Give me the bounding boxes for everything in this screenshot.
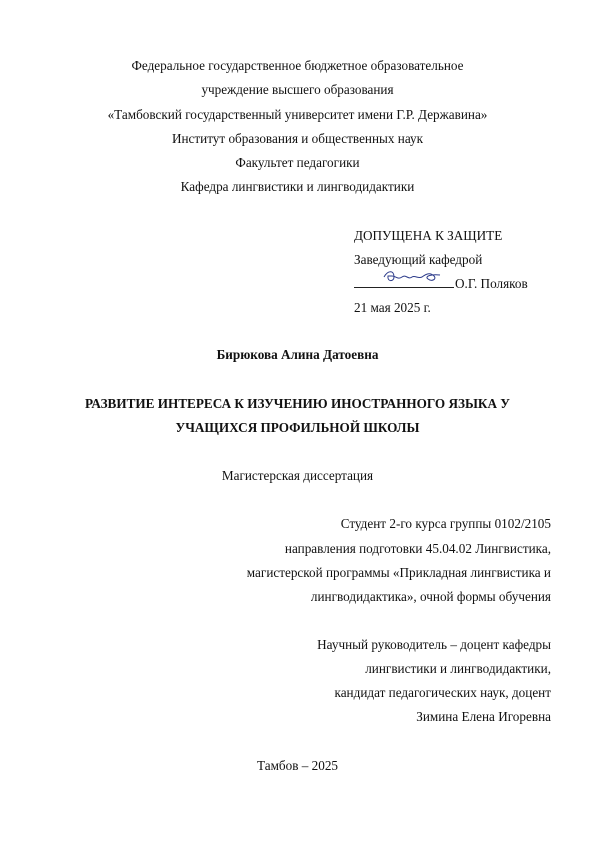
thesis-title-line-1: РАЗВИТИЕ ИНТЕРЕСА К ИЗУЧЕНИЮ ИНОСТРАННОГО ЯЗЫКА У	[85, 396, 510, 411]
student-line-form: лингводидактика», очной формы обучения	[310, 589, 551, 604]
header-line-institute: Институт образования и общественных наук	[171, 131, 424, 146]
supervisor-name: Зимина Елена Игоревна	[416, 709, 551, 724]
signature-underline	[354, 287, 454, 288]
student-line-program: магистерской программы «Прикладная лингвистика и	[246, 565, 551, 580]
header-line-faculty: Факультет педагогики	[235, 155, 360, 170]
work-type: Магистерская диссертация	[221, 468, 374, 483]
signature-field	[354, 268, 454, 288]
thesis-title-line-2: УЧАЩИХСЯ ПРОФИЛЬНОЙ ШКОЛЫ	[175, 420, 420, 435]
supervisor-line-degree: кандидат педагогических наук, доцент	[334, 685, 551, 700]
student-line-direction: направления подготовки 45.04.02 Лингвистика,	[284, 541, 551, 556]
footer-city-year: Тамбов – 2025	[256, 758, 339, 773]
approval-role: Заведующий кафедрой	[354, 252, 483, 267]
header-line-department: Кафедра лингвистики и лингводидактики	[180, 179, 415, 194]
supervisor-line-department: лингвистики и лингводидактики,	[365, 661, 551, 676]
header-line-ministry: Федеральное государственное бюджетное образовательное	[131, 58, 464, 73]
approval-date: 21 мая 2025 г.	[354, 300, 431, 315]
header-line-university: «Тамбовский государственный университет имени Г.Р. Державина»	[107, 107, 488, 122]
header-line-institution-type: учреждение высшего образования	[201, 82, 394, 97]
supervisor-line-position: Научный руководитель – доцент кафедры	[317, 637, 551, 652]
author-name: Бирюкова Алина Датоевна	[216, 347, 379, 362]
approval-signer: О.Г. Поляков	[455, 276, 528, 291]
approval-title: ДОПУЩЕНА К ЗАЩИТЕ	[354, 228, 503, 243]
student-line-course: Студент 2-го курса группы 0102/2105	[340, 516, 551, 531]
handwritten-signature	[382, 268, 442, 286]
